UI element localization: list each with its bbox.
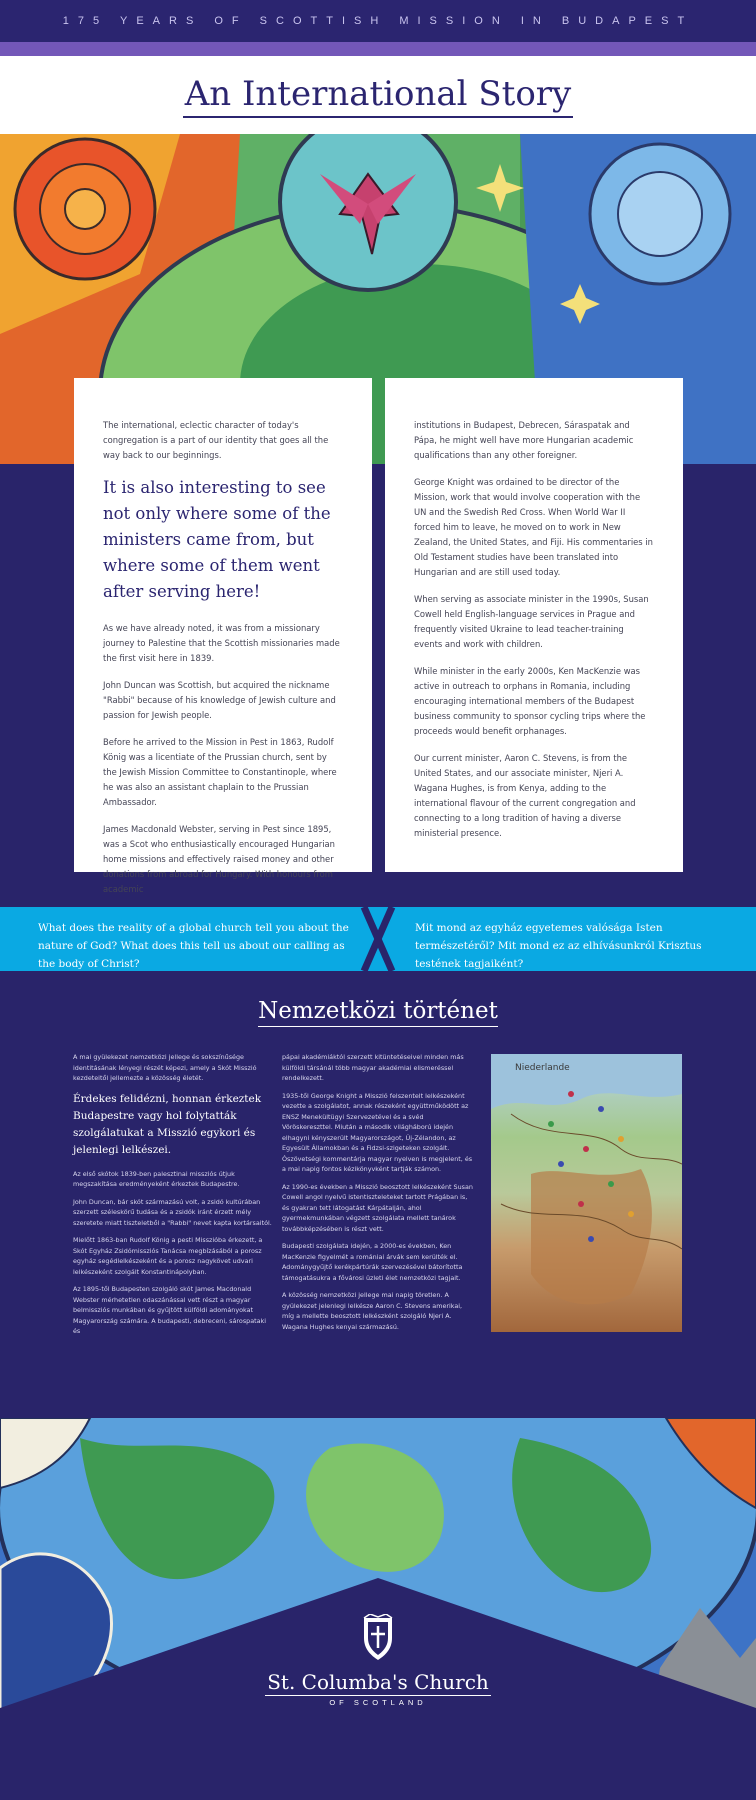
- hungarian-column-1: [73, 1052, 273, 1344]
- hu-paragraph-susan-cowell: Az 1990-es években a Misszió beosztott lelkészeként Susan Cowell angol nyelvű istentiszteleteket tartott Prágában is, és gyakran tett látogatást Kárpátalján, ahol gyermekmunkában végzett szolgálata mellett tanárok továbbképzésében is részt vett.: [282, 1182, 473, 1233]
- paragraph-george-knight: George Knight was ordained to be director of the Mission, work that would involve cooperation with the UN and the Swedish Red Cross. When World War II forced him to leave, he moved on to work in New Zealand, the United States, and Fiji. His commentaries in Old Testament studies have been translated into Hungarian and are still used today.: [414, 477, 653, 577]
- stained-glass-artwork-bottom: [0, 1418, 756, 1800]
- paragraph-john-duncan: John Duncan was Scottish, but acquired the nickname "Rabbi" because of his knowledge of Jewish culture and passion for Jewish people.: [103, 680, 336, 720]
- hu-paragraph-first-scots: Az első skótok 1839-ben palesztinai missziós útjuk megszakítása eredményeként érkeztek Budapestre.: [73, 1169, 240, 1188]
- english-text-card-right: [385, 378, 683, 872]
- hu-paragraph-webster-continued: pápai akadémiáktól szerzett kitüntetéseivel minden más külföldi társánál több magyar akadémiai elismeréssel rendelkezett.: [282, 1053, 464, 1082]
- hu-pull-quote: Érdekes felidézni, honnan érkeztek Budapestre vagy hol folytatták szolgálatukat a Misszió egykori és jelenlegi lelkészei.: [73, 1092, 262, 1156]
- paragraph-webster-continued: institutions in Budapest, Debrecen, Sáraspatak and Pápa, he might well have more Hungarian academic qualifications than any other foreigner.: [414, 420, 634, 460]
- church-subtitle: OF SCOTLAND: [329, 1698, 427, 1707]
- hungarian-column-2: [282, 1052, 475, 1339]
- map-label: Niederlande: [515, 1063, 570, 1073]
- paragraph-rudolf-konig: Before he arrived to the Mission in Pest in 1863, Rudolf König was a licentiate of the Prussian church, sent by the Jewish Mission Committee to Constantinople, where he was also an assistant chaplain to the Prussian Ambassador.: [103, 737, 337, 807]
- paragraph-james-webster: James Macdonald Webster, serving in Pest since 1895, was a Scot who enthusiastically encouraged Hungarian home missions and effectively raised money and other donations from abroad for Hungary. With honours from academic: [103, 824, 335, 894]
- purple-stripe: [0, 42, 756, 56]
- question-hungarian: Mit mond az egyház egyetemes valósága Isten természetéről? Mit mond ez az elhívásunkról Krisztus testének tagjaiként?: [415, 922, 702, 970]
- hungarian-title: Nemzetközi történet: [0, 998, 756, 1024]
- hu-paragraph-george-knight: 1935-től George Knight a Misszió felszentelt lelkészeként vezette a szolgálatot, annak részeként együttműködött az ENSZ Menekültügyi Szervezetével és a svéd Vöröskereszttel. Miután a második világháború idején elhagyni kényszerült Magyarországot, Új-Zélandon, az Egyesült Államokban és a Fidzsi-szigeteken szolgált. Ószövetségi kommentárja magyar nyelven is megjelent, és a mai napig fontos kézikönyvként tartják számon.: [282, 1091, 473, 1173]
- paragraph-current-ministers: Our current minister, Aaron C. Stevens, is from the United States, and our associate minister, Njeri A. Wagana Hughes, is from Kenya, adding to the international flavour of the current congregation and connecting to a long tradition of having a diverse ministerial presence.: [414, 753, 636, 838]
- top-banner: [0, 0, 756, 42]
- english-text-card-left: [74, 378, 372, 894]
- pull-quote: It is also interesting to see not only where some of the ministers came from, but where some of them went after serving here!: [103, 478, 331, 601]
- question-band: [0, 907, 756, 971]
- paragraph-missionary-journey: As we have already noted, it was from a missionary journey to Palestine that the Scottish missionaries made the first visit here in 1839.: [103, 623, 340, 663]
- paragraph-ken-mackenzie: While minister in the early 2000s, Ken MacKenzie was active in outreach to orphans in Romania, including encouraging international members of the Budapest business community to sponsor cycling trips where the proceeds would benefit orphanages.: [414, 666, 646, 736]
- hu-intro-paragraph: A mai gyülekezet nemzetközi jellege és sokszínűsége identitásának lényegi részét képezi, amely a Skót Misszió kezdeteitől jellemezte a közösség életét.: [73, 1053, 257, 1082]
- church-crest-icon: [360, 1614, 396, 1662]
- hu-paragraph-john-duncan: John Duncan, bár skót származású volt, a zsidó kultúrában szerzett széleskörű tudása és a zsidók iránt érzett mély szeretete miatt tiszteletből a "Rabbi" nevet kapta kortársaitól.: [73, 1197, 272, 1227]
- page-title: An International Story: [0, 74, 756, 114]
- hu-paragraph-james-webster: Az 1895-től Budapesten szolgáló skót James Macdonald Webster mérhetetlen odaszánással vett részt a magyar belmissziós munkában és gyűjtött külföldi adományokat Magyarország számára. A budapesti, debreceni, sárospataki és: [73, 1285, 267, 1335]
- banner-text: 175 YEARS OF SCOTTISH MISSION IN BUDAPEST: [62, 15, 694, 27]
- hu-paragraph-current-ministers: A közösség nemzetközi jellege mai napig töretlen. A gyülekezet jelenlegi lelkésze Aaron C. Stevens amerikai, míg a mellette beosztott lelkészként szolgáló Njeri A. Wagana Hughes kenyai származású.: [282, 1291, 463, 1331]
- europe-map-image: [491, 1054, 682, 1332]
- saltire-divider-icon: [360, 907, 396, 971]
- paragraph-susan-cowell: When serving as associate minister in the 1990s, Susan Cowell held English-language services in Prague and frequently visited Ukraine to lead teacher-training events and work with children.: [414, 594, 649, 649]
- church-name: St. Columba's Church: [267, 1670, 489, 1694]
- hu-paragraph-ken-mackenzie: Budapesti szolgálata idején, a 2000-es években, Ken MacKenzie figyelmét a romániai árvák sem kerülték el. Adománygyűjtő kerékpártúrák szervezésével bátorította támogatásukra a fővárosi üzleti élet nemzetközi tagjait.: [282, 1242, 463, 1282]
- hu-paragraph-rudolf-konig: Mielőtt 1863-ban Rudolf König a pesti Misszióba érkezett, a Skót Egyház Zsidómissziós Tanácsa megbízásából a porosz egyház segédlelkészeként és a porosz nagykövet udvari lelkészeként szolgált Konstantinápolyban.: [73, 1236, 263, 1276]
- intro-paragraph: The international, eclectic character of today's congregation is a part of our identity that goes all the way back to our beginnings.: [103, 420, 329, 460]
- question-english: What does the reality of a global church tell you about the nature of God? What does this tell us about our calling as the body of Christ?: [38, 922, 349, 970]
